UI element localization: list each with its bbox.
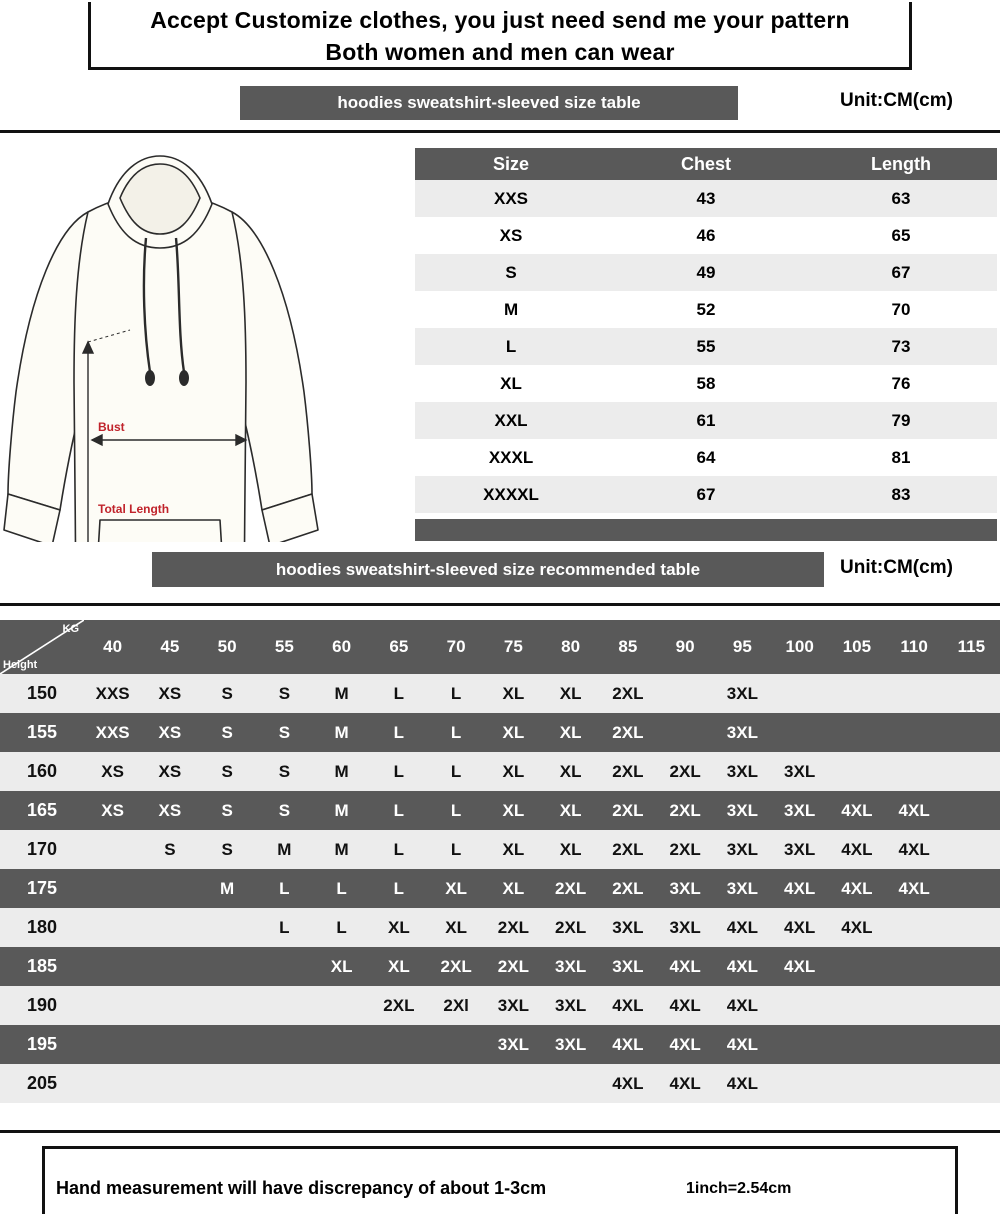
rec-cell bbox=[84, 1064, 141, 1103]
rec-cell: 2XL bbox=[599, 830, 656, 869]
rec-cell: XL bbox=[542, 674, 599, 713]
rec-cell: 4XL bbox=[657, 947, 714, 986]
rec-cell: 4XL bbox=[828, 869, 885, 908]
rec-cell: XS bbox=[141, 791, 198, 830]
rec-cell bbox=[485, 1064, 542, 1103]
rec-row-header: 205 bbox=[0, 1064, 84, 1103]
rec-cell: 3XL bbox=[771, 791, 828, 830]
rec-cell: M bbox=[313, 674, 370, 713]
rec-col-header: 115 bbox=[943, 620, 1000, 674]
rec-cell bbox=[828, 986, 885, 1025]
table-row bbox=[415, 217, 997, 254]
size-table-title-row bbox=[0, 86, 1000, 128]
rec-cell bbox=[428, 1064, 485, 1103]
rec-cell bbox=[943, 752, 1000, 791]
table-row bbox=[0, 830, 1000, 869]
rec-row-header: 195 bbox=[0, 1025, 84, 1064]
rec-cell bbox=[943, 674, 1000, 713]
table-row bbox=[0, 869, 1000, 908]
rec-row-header: 185 bbox=[0, 947, 84, 986]
unit-conversion-note: 1inch=2.54cm bbox=[686, 1180, 792, 1197]
rec-cell: L bbox=[370, 713, 427, 752]
size-table-unit: Unit:CM(cm) bbox=[840, 90, 953, 111]
cell-chest: 61 bbox=[607, 402, 805, 439]
rec-cell: XS bbox=[141, 752, 198, 791]
rec-cell: XL bbox=[485, 674, 542, 713]
rec-cell bbox=[943, 791, 1000, 830]
rec-cell: 2XL bbox=[599, 869, 656, 908]
rec-cell bbox=[84, 1025, 141, 1064]
rec-cell: 2Xl bbox=[428, 986, 485, 1025]
rec-cell: 3XL bbox=[714, 869, 771, 908]
rec-cell: S bbox=[256, 791, 313, 830]
cell-size: XXXL bbox=[415, 439, 607, 476]
table-row bbox=[0, 791, 1000, 830]
rec-row-header: 190 bbox=[0, 986, 84, 1025]
rec-cell: 2XL bbox=[657, 752, 714, 791]
rec-cell: 2XL bbox=[370, 986, 427, 1025]
rec-cell bbox=[943, 869, 1000, 908]
rec-cell bbox=[943, 908, 1000, 947]
rec-cell: L bbox=[428, 791, 485, 830]
size-table-title: hoodies sweatshirt-sleeved size table bbox=[240, 86, 738, 120]
rec-cell: M bbox=[199, 869, 256, 908]
rec-cell bbox=[199, 1064, 256, 1103]
rec-cell: M bbox=[313, 830, 370, 869]
rec-col-header: 100 bbox=[771, 620, 828, 674]
size-table-header-row bbox=[415, 148, 997, 180]
cell-length: 63 bbox=[805, 180, 997, 217]
rec-cell bbox=[657, 674, 714, 713]
size-table-footer-band bbox=[415, 519, 997, 541]
cell-length: 70 bbox=[805, 291, 997, 328]
rec-cell bbox=[84, 869, 141, 908]
rec-cell: 3XL bbox=[657, 908, 714, 947]
rec-col-header: 45 bbox=[141, 620, 198, 674]
rec-cell bbox=[84, 830, 141, 869]
rec-cell: M bbox=[313, 713, 370, 752]
rec-cell: 2XL bbox=[485, 908, 542, 947]
table-row bbox=[0, 1064, 1000, 1103]
rec-cell: S bbox=[199, 830, 256, 869]
rec-cell: L bbox=[370, 869, 427, 908]
cell-chest: 58 bbox=[607, 365, 805, 402]
rec-col-header: 75 bbox=[485, 620, 542, 674]
cell-chest: 46 bbox=[607, 217, 805, 254]
rec-row-header: 170 bbox=[0, 830, 84, 869]
rec-cell: 3XL bbox=[714, 830, 771, 869]
rec-cell: L bbox=[370, 674, 427, 713]
rec-col-header: 95 bbox=[714, 620, 771, 674]
rec-cell bbox=[828, 947, 885, 986]
rec-cell: S bbox=[199, 713, 256, 752]
rec-cell: 4XL bbox=[828, 908, 885, 947]
rec-cell bbox=[828, 713, 885, 752]
rec-table-header-row bbox=[0, 620, 1000, 674]
rec-cell bbox=[886, 752, 943, 791]
rec-col-header: 70 bbox=[428, 620, 485, 674]
rec-cell: XL bbox=[428, 869, 485, 908]
top-section bbox=[0, 136, 1000, 546]
rec-cell bbox=[542, 1064, 599, 1103]
rec-table-body bbox=[0, 674, 1000, 1103]
rec-cell bbox=[313, 1064, 370, 1103]
rec-cell: S bbox=[141, 830, 198, 869]
rec-cell: L bbox=[370, 752, 427, 791]
divider-middle bbox=[0, 603, 1000, 606]
rec-col-header: 105 bbox=[828, 620, 885, 674]
rec-cell: XL bbox=[542, 713, 599, 752]
rec-cell: 3XL bbox=[771, 752, 828, 791]
rec-cell: XS bbox=[141, 674, 198, 713]
rec-table-title: hoodies sweatshirt-sleeved size recommended table bbox=[152, 552, 824, 587]
rec-cell: 4XL bbox=[714, 1064, 771, 1103]
table-row bbox=[415, 402, 997, 439]
rec-cell: 3XL bbox=[771, 830, 828, 869]
rec-cell: 3XL bbox=[714, 674, 771, 713]
rec-cell bbox=[141, 908, 198, 947]
rec-cell: XS bbox=[141, 713, 198, 752]
table-row bbox=[415, 291, 997, 328]
divider-top bbox=[0, 130, 1000, 133]
rec-cell bbox=[771, 674, 828, 713]
rec-cell: L bbox=[428, 713, 485, 752]
rec-cell bbox=[84, 986, 141, 1025]
rec-cell bbox=[771, 713, 828, 752]
rec-cell bbox=[771, 1064, 828, 1103]
table-row bbox=[0, 908, 1000, 947]
rec-col-header: 40 bbox=[84, 620, 141, 674]
rec-cell: 4XL bbox=[599, 986, 656, 1025]
rec-cell: S bbox=[256, 713, 313, 752]
rec-cell bbox=[943, 947, 1000, 986]
rec-col-header: 80 bbox=[542, 620, 599, 674]
rec-cell: 4XL bbox=[714, 1025, 771, 1064]
rec-cell bbox=[199, 1025, 256, 1064]
rec-row-header: 165 bbox=[0, 791, 84, 830]
rec-cell bbox=[141, 1064, 198, 1103]
size-table bbox=[415, 148, 997, 513]
size-table-header-length: Length bbox=[805, 148, 997, 180]
rec-cell bbox=[886, 908, 943, 947]
rec-cell: 2XL bbox=[428, 947, 485, 986]
rec-cell: 3XL bbox=[657, 869, 714, 908]
cell-length: 83 bbox=[805, 476, 997, 513]
rec-table-title-row bbox=[0, 552, 1000, 596]
rec-cell: 3XL bbox=[599, 947, 656, 986]
rec-cell: S bbox=[199, 674, 256, 713]
table-row bbox=[415, 180, 997, 217]
measurement-disclaimer: Hand measurement will have discrepancy of about 1-3cm bbox=[56, 1178, 547, 1198]
rec-cell: L bbox=[313, 908, 370, 947]
rec-row-header: 155 bbox=[0, 713, 84, 752]
rec-cell: 4XL bbox=[771, 947, 828, 986]
rec-cell: XS bbox=[84, 752, 141, 791]
rec-cell bbox=[828, 1025, 885, 1064]
rec-cell bbox=[141, 869, 198, 908]
rec-table-unit: Unit:CM(cm) bbox=[840, 557, 953, 578]
rec-cell: 4XL bbox=[599, 1025, 656, 1064]
rec-cell: XL bbox=[542, 752, 599, 791]
rec-cell: XS bbox=[84, 791, 141, 830]
rec-cell bbox=[141, 947, 198, 986]
rec-cell: 3XL bbox=[542, 986, 599, 1025]
rec-cell: XL bbox=[542, 791, 599, 830]
rec-cell bbox=[657, 713, 714, 752]
rec-cell: 2XL bbox=[599, 674, 656, 713]
rec-cell: 4XL bbox=[599, 1064, 656, 1103]
rec-cell bbox=[828, 1064, 885, 1103]
rec-cell: XL bbox=[313, 947, 370, 986]
rec-cell: 4XL bbox=[657, 986, 714, 1025]
size-table-header-size: Size bbox=[415, 148, 607, 180]
bust-label: Bust bbox=[98, 420, 125, 434]
rec-cell bbox=[771, 986, 828, 1025]
cell-size: XS bbox=[415, 217, 607, 254]
recommended-size-table bbox=[0, 620, 1000, 1103]
rec-cell bbox=[943, 1064, 1000, 1103]
rec-cell: XL bbox=[370, 947, 427, 986]
rec-cell: XL bbox=[542, 830, 599, 869]
cell-length: 65 bbox=[805, 217, 997, 254]
rec-cell: M bbox=[313, 752, 370, 791]
rec-cell bbox=[886, 947, 943, 986]
size-table-header-chest: Chest bbox=[607, 148, 805, 180]
cell-length: 76 bbox=[805, 365, 997, 402]
rec-cell: XL bbox=[485, 830, 542, 869]
cell-size: XXXXL bbox=[415, 476, 607, 513]
table-row bbox=[415, 476, 997, 513]
rec-cell bbox=[943, 986, 1000, 1025]
rec-cell: S bbox=[256, 752, 313, 791]
rec-cell: 3XL bbox=[714, 752, 771, 791]
rec-cell: 4XL bbox=[828, 791, 885, 830]
header bbox=[0, 0, 1000, 74]
rec-cell bbox=[84, 908, 141, 947]
rec-cell bbox=[256, 1064, 313, 1103]
size-table-body bbox=[415, 180, 997, 513]
rec-cell bbox=[428, 1025, 485, 1064]
rec-cell: 4XL bbox=[886, 830, 943, 869]
table-row bbox=[0, 674, 1000, 713]
rec-cell: 4XL bbox=[714, 908, 771, 947]
hoodie-illustration bbox=[0, 142, 400, 542]
rec-cell bbox=[943, 1025, 1000, 1064]
rec-cell: L bbox=[256, 869, 313, 908]
table-row bbox=[415, 365, 997, 402]
rec-cell bbox=[199, 986, 256, 1025]
rec-cell bbox=[886, 1064, 943, 1103]
rec-cell: 2XL bbox=[599, 752, 656, 791]
rec-cell: XL bbox=[428, 908, 485, 947]
rec-cell: 2XL bbox=[657, 791, 714, 830]
cell-length: 67 bbox=[805, 254, 997, 291]
rec-col-header: 85 bbox=[599, 620, 656, 674]
table-row bbox=[0, 986, 1000, 1025]
rec-cell: S bbox=[199, 752, 256, 791]
rec-cell bbox=[313, 986, 370, 1025]
rec-cell: 4XL bbox=[714, 947, 771, 986]
rec-cell bbox=[141, 1025, 198, 1064]
rec-cell bbox=[886, 1025, 943, 1064]
cell-size: XXL bbox=[415, 402, 607, 439]
rec-cell bbox=[199, 947, 256, 986]
table-row bbox=[0, 752, 1000, 791]
rec-cell bbox=[943, 830, 1000, 869]
rec-row-header: 175 bbox=[0, 869, 84, 908]
rec-cell: 2XL bbox=[542, 908, 599, 947]
rec-cell: M bbox=[256, 830, 313, 869]
rec-cell bbox=[828, 752, 885, 791]
table-row bbox=[415, 254, 997, 291]
rec-cell: 4XL bbox=[828, 830, 885, 869]
rec-row-header: 180 bbox=[0, 908, 84, 947]
cell-chest: 67 bbox=[607, 476, 805, 513]
rec-cell bbox=[886, 713, 943, 752]
rec-cell: L bbox=[428, 674, 485, 713]
rec-col-header: 110 bbox=[886, 620, 943, 674]
corner-height-label: Height bbox=[3, 659, 38, 671]
rec-col-header: 65 bbox=[370, 620, 427, 674]
rec-cell: L bbox=[313, 869, 370, 908]
rec-cell: 2XL bbox=[599, 713, 656, 752]
table-row bbox=[0, 1025, 1000, 1064]
hoodie-diagram bbox=[0, 142, 400, 542]
rec-cell: 2XL bbox=[657, 830, 714, 869]
cell-length: 79 bbox=[805, 402, 997, 439]
rec-cell: 4XL bbox=[886, 869, 943, 908]
rec-cell: L bbox=[370, 791, 427, 830]
rec-cell: 4XL bbox=[886, 791, 943, 830]
rec-cell: XL bbox=[485, 791, 542, 830]
rec-col-header: 50 bbox=[199, 620, 256, 674]
table-row bbox=[0, 713, 1000, 752]
rec-cell bbox=[886, 674, 943, 713]
rec-cell: 4XL bbox=[771, 869, 828, 908]
rec-cell: L bbox=[428, 830, 485, 869]
rec-cell: 3XL bbox=[485, 986, 542, 1025]
rec-table-corner-cell bbox=[0, 620, 84, 674]
corner-kg-label: KG bbox=[62, 623, 79, 635]
rec-cell: 3XL bbox=[714, 791, 771, 830]
cell-size: S bbox=[415, 254, 607, 291]
rec-col-header: 60 bbox=[313, 620, 370, 674]
header-line-2: Both women and men can wear bbox=[325, 39, 675, 65]
total-length-label: Total Length bbox=[98, 502, 170, 516]
rec-cell bbox=[256, 947, 313, 986]
rec-cell: 2XL bbox=[542, 869, 599, 908]
rec-cell: XL bbox=[485, 713, 542, 752]
rec-cell bbox=[84, 947, 141, 986]
rec-cell bbox=[370, 1025, 427, 1064]
cell-length: 73 bbox=[805, 328, 997, 365]
rec-cell: 3XL bbox=[599, 908, 656, 947]
rec-cell: XL bbox=[485, 869, 542, 908]
rec-cell bbox=[256, 1025, 313, 1064]
rec-cell: S bbox=[256, 674, 313, 713]
rec-cell: L bbox=[370, 830, 427, 869]
cell-chest: 49 bbox=[607, 254, 805, 291]
table-row bbox=[415, 439, 997, 476]
rec-cell: S bbox=[199, 791, 256, 830]
cell-size: XL bbox=[415, 365, 607, 402]
rec-cell: L bbox=[428, 752, 485, 791]
rec-cell: 3XL bbox=[542, 1025, 599, 1064]
rec-cell bbox=[141, 986, 198, 1025]
rec-cell: XXS bbox=[84, 713, 141, 752]
rec-row-header: 150 bbox=[0, 674, 84, 713]
table-row bbox=[0, 947, 1000, 986]
rec-row-header: 160 bbox=[0, 752, 84, 791]
cell-size: XXS bbox=[415, 180, 607, 217]
rec-col-header: 90 bbox=[657, 620, 714, 674]
table-row bbox=[415, 328, 997, 365]
rec-cell bbox=[313, 1025, 370, 1064]
rec-cell: 4XL bbox=[657, 1064, 714, 1103]
rec-cell: 3XL bbox=[485, 1025, 542, 1064]
divider-bottom bbox=[0, 1130, 1000, 1133]
rec-cell: L bbox=[256, 908, 313, 947]
rec-cell: 3XL bbox=[542, 947, 599, 986]
rec-cell bbox=[771, 1025, 828, 1064]
cell-length: 81 bbox=[805, 439, 997, 476]
rec-cell bbox=[886, 986, 943, 1025]
rec-cell: 4XL bbox=[657, 1025, 714, 1064]
header-line-1: Accept Customize clothes, you just need send me your pattern bbox=[150, 7, 850, 33]
rec-cell: 2XL bbox=[485, 947, 542, 986]
cell-chest: 52 bbox=[607, 291, 805, 328]
rec-cell bbox=[256, 986, 313, 1025]
rec-cell: 3XL bbox=[714, 713, 771, 752]
rec-cell bbox=[370, 1064, 427, 1103]
rec-cell: XL bbox=[485, 752, 542, 791]
rec-cell bbox=[828, 674, 885, 713]
cell-size: M bbox=[415, 291, 607, 328]
rec-cell: XXS bbox=[84, 674, 141, 713]
rec-cell: M bbox=[313, 791, 370, 830]
rec-cell: 2XL bbox=[599, 791, 656, 830]
rec-cell: 4XL bbox=[714, 986, 771, 1025]
rec-cell bbox=[199, 908, 256, 947]
cell-size: L bbox=[415, 328, 607, 365]
rec-cell bbox=[943, 713, 1000, 752]
rec-cell: 4XL bbox=[771, 908, 828, 947]
cell-chest: 43 bbox=[607, 180, 805, 217]
rec-col-header: 55 bbox=[256, 620, 313, 674]
cell-chest: 64 bbox=[607, 439, 805, 476]
rec-cell: XL bbox=[370, 908, 427, 947]
cell-chest: 55 bbox=[607, 328, 805, 365]
